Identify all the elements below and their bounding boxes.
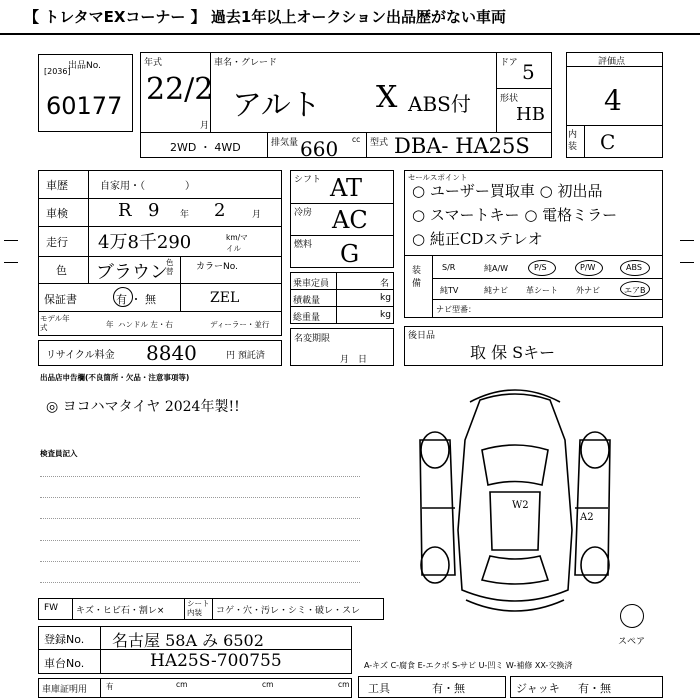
inspection-year-unit: 年 — [180, 210, 190, 220]
handle-text: ハンドル 左・右 — [118, 320, 173, 329]
interior-value: C — [600, 130, 616, 154]
name-change-label: 名変期限 — [294, 334, 331, 344]
lot-label: 出品No. — [68, 61, 101, 71]
displacement-label: 排気量 — [271, 138, 299, 148]
doors-label: ドア — [500, 58, 518, 68]
model-grade: X — [376, 80, 398, 115]
drive-value: 2WD ・ 4WD — [170, 141, 241, 154]
model-year-label: モデル年式 — [40, 314, 70, 332]
load-label: 積載量 — [293, 296, 321, 306]
model-option: ABS付 — [408, 92, 471, 116]
legend-text: A-キズ C-腐食 E-エクボ S-サビ U-凹ミ W-補修 XX-交換済 — [364, 661, 573, 670]
sales-point-2: ○ スマートキー ○ 電格ミラー — [412, 206, 618, 224]
equip-pw: P/W — [580, 263, 596, 272]
attached-value: 取 保 Sキー — [470, 343, 556, 362]
tools-value: 有・無 — [432, 682, 465, 695]
weight-unit: kg — [380, 310, 391, 320]
margin-mark — [4, 240, 18, 241]
warranty-value: 有 ・ 無 — [116, 293, 156, 306]
year-value: 22/2 — [146, 72, 214, 107]
mileage-value: 4万8千290 — [98, 232, 192, 253]
car-windshield — [482, 445, 548, 485]
load-unit: kg — [380, 293, 391, 303]
shape-label: 形状 — [500, 94, 519, 104]
seat-label: シート内装 — [187, 599, 210, 617]
equip-tv: 純TV — [440, 286, 459, 295]
certificate-cm-3: cm — [338, 680, 350, 689]
equip-leather: 革シート — [526, 286, 558, 295]
recycle-label: リサイクル料金 — [46, 350, 115, 361]
certificate-cm-1: cm — [176, 680, 188, 689]
color-change-label: 色替 — [166, 258, 174, 276]
jack-label: ジャッキ — [516, 682, 560, 695]
car-body-outline — [458, 394, 572, 601]
fuel-label: 燃料 — [294, 240, 313, 250]
cooler-label: 冷房 — [294, 208, 313, 218]
recycle-value: 8840 — [146, 341, 197, 365]
type-value: DBA- HA25S — [394, 134, 530, 158]
equip-navi: 純ナビ — [484, 286, 508, 295]
color-value: ブラウン — [96, 262, 168, 283]
fuel-value: G — [340, 240, 360, 268]
recycle-unit: 円 預託済 — [226, 351, 265, 361]
displacement-unit: cc — [352, 135, 361, 144]
name-change-unit: 月 日 — [340, 355, 368, 365]
dealer-text: ディーラー・並行 — [210, 320, 270, 329]
car-damage-diagram — [400, 380, 630, 630]
model-label: 車名・グレード — [214, 58, 278, 68]
score-label: 評価点 — [598, 57, 626, 67]
sales-point-1: ○ ユーザー買取車 ○ 初出品 — [412, 182, 603, 200]
lot-number: 60177 — [46, 92, 123, 120]
car-rear-window — [482, 556, 548, 584]
history-value: 自家用・（ ） — [100, 181, 195, 192]
header-divider — [0, 33, 700, 35]
header-title: 【 トレタマEXコーナー 】 過去1年以上オークション出品歴がない車両 — [24, 8, 507, 26]
inspector-label: 検査員記入 — [40, 449, 78, 458]
inspection-month-unit: 月 — [252, 210, 262, 220]
spare-label: スペア — [618, 637, 646, 647]
certificate-length: 有 — [106, 682, 114, 691]
equip-ext-navi: 外ナビ — [576, 286, 600, 295]
sales-point-3: ○ 純正CDステレオ — [412, 230, 543, 248]
equip-airbag: エアB — [624, 286, 646, 295]
capacity-label: 乗車定員 — [293, 279, 330, 289]
certificate-cm-2: cm — [262, 680, 274, 689]
report-note: ◎ ヨコハマタイヤ 2024年製!! — [46, 399, 240, 415]
navi-model-label: ナビ型番： — [436, 305, 476, 314]
certificate-label: 車庫証明用 — [42, 685, 88, 695]
damage-mark-w2: W2 — [512, 500, 529, 511]
margin-mark — [4, 262, 18, 263]
margin-mark — [680, 262, 694, 263]
shift-label: シフト — [294, 175, 322, 185]
inspection-month: 2 — [214, 200, 226, 221]
model-name: アルト — [232, 88, 321, 123]
equipment-label: 装備 — [412, 266, 422, 289]
doors-value: 5 — [522, 60, 535, 84]
color-no-label: カラーNo. — [196, 262, 238, 272]
equip-sr: S/R — [442, 263, 456, 272]
score-value: 4 — [604, 84, 622, 117]
seat-text: コゲ・穴・汚レ・シミ・破レ・スレ — [216, 606, 361, 616]
capacity-unit: 名 — [380, 279, 390, 289]
chassis-label: 車台No. — [44, 657, 85, 670]
cooler-value: AC — [332, 206, 368, 234]
inspection-year: 9 — [148, 200, 160, 221]
tools-label: 工具 — [368, 682, 390, 695]
inspection-label: 車検 — [46, 207, 68, 220]
equip-alloy: 純A/W — [484, 264, 509, 273]
car-wheel-fr — [581, 432, 609, 468]
year-month-mark: 月 — [200, 121, 210, 131]
report-label: 出品店申告欄(不良箇所・欠品・注意事項等) — [40, 373, 190, 382]
year-label: 年式 — [144, 58, 163, 68]
damage-mark-a2: A2 — [580, 512, 594, 523]
shape-value: HB — [516, 104, 545, 125]
margin-mark — [680, 240, 694, 241]
sales-points-label: セールスポイント — [408, 173, 468, 182]
spare-tire-circle — [620, 604, 644, 628]
equip-ps: P/S — [534, 263, 547, 272]
displacement-value: 660 — [300, 137, 339, 161]
warranty-label: 保証書 — [44, 293, 77, 306]
car-wheel-rl — [421, 547, 449, 583]
fw-text: キズ・ヒビ石・割レ× — [76, 606, 165, 616]
attached-label: 後日品 — [408, 331, 436, 341]
weight-label: 総重量 — [293, 313, 321, 323]
jack-value: 有・無 — [578, 682, 611, 695]
warranty-circle — [113, 287, 133, 307]
fw-label: FW — [44, 603, 59, 613]
history-label: 車歴 — [46, 179, 68, 192]
car-front-bumper — [470, 390, 560, 402]
chassis-value: HA25S-700755 — [150, 651, 282, 671]
equip-abs: ABS — [626, 263, 642, 272]
interior-label: 内装 — [568, 130, 578, 152]
mileage-unit: km/マイル — [226, 233, 248, 253]
shift-value: AT — [330, 174, 363, 202]
color-no-value: ZEL — [210, 290, 240, 306]
model-year-unit: 年 — [106, 320, 114, 329]
lot-sub-number: [2036] — [44, 67, 71, 76]
registration-label: 登録No. — [44, 633, 85, 646]
mileage-label: 走行 — [46, 236, 68, 249]
car-wheel-rr — [581, 547, 609, 583]
type-label: 型式 — [370, 138, 389, 148]
inspection-era: R — [118, 200, 132, 221]
color-label: 色 — [56, 264, 67, 277]
car-wheel-fl — [421, 432, 449, 468]
registration-value: 名古屋 58A み 6502 — [112, 631, 264, 650]
